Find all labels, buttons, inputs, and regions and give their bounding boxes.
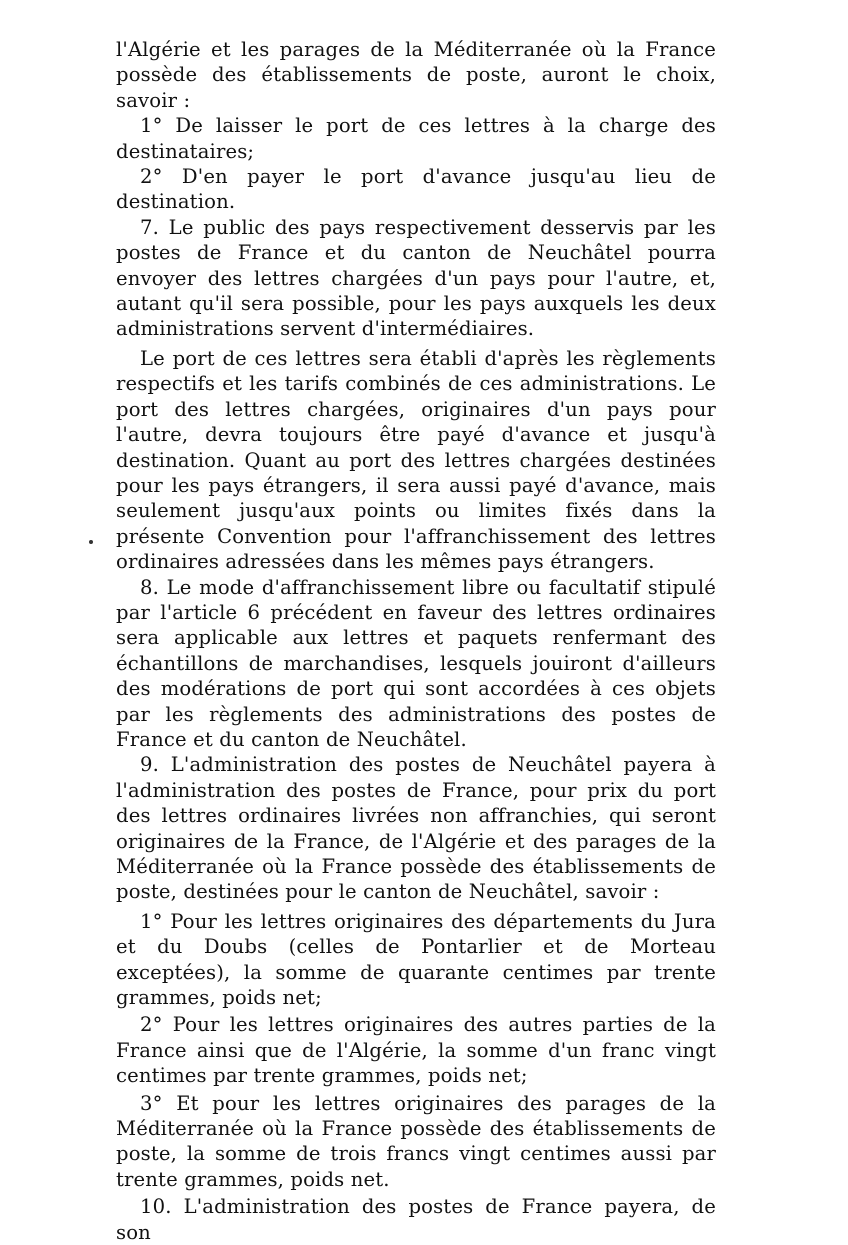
- paragraph-article-9-item-3: 3° Et pour les lettres originaires des parages de la Méditerranée où la France possède des établissements de poste, la somme de trois francs vingt centimes aussi par trente grammes, poids net.: [116, 1091, 716, 1191]
- paragraph-option-1: 1° De laisser le port de ces lettres à la charge des destinataires;: [116, 114, 716, 163]
- paragraph-article-9: 9. L'administration des postes de Neuchâtel payera à l'administration des postes de France, pour prix du port des lettres ordinaires livrées non affranchies, qui seront originaires de la France, de l'Algérie et des parages de la Méditerranée où la France possède des établissements de poste, destinées pour le canton de Neuchâtel, savoir :: [116, 753, 716, 904]
- document-page: [116, 37, 716, 1245]
- paragraph-article-7-continued: Le port de ces lettres sera établi d'après les règlements respectifs et les tarifs combinés de ces administrations. Le port des lettres chargées, originaires d'un pays pour l'autre, devra toujours être payé d'avance et jusqu'à destination. Quant au port des lettres chargées destinées pour les pays étrangers, il sera aussi payé d'avance, mais seulement jusqu'aux points ou limites fixés dans la présente Convention pour l'affranchissement des lettres ordinaires adressées dans les mêmes pays étrangers.: [116, 346, 716, 574]
- paragraph-article-8: 8. Le mode d'affranchissement libre ou facultatif stipulé par l'article 6 précédent en faveur des lettres ordinaires sera applicable aux lettres et paquets renfermant des échantillons de marchandises, lesquels jouiront d'ailleurs des modérations de port qui sont accordées à ces objets par les règlements des administrations des postes de France et du canton de Neuchâtel.: [116, 575, 716, 751]
- paragraph-article-7: 7. Le public des pays respectivement desservis par les postes de France et du canton de Neuchâtel pourra envoyer des lettres chargées d'un pays pour l'autre, et, autant qu'il sera possible, pour les pays auxquels les deux administrations servent d'intermédiaires.: [116, 215, 716, 341]
- paragraph-article-9-item-2: 2° Pour les lettres originaires des autres parties de la France ainsi que de l'Algérie, la somme d'un franc vingt centimes par trente grammes, poids net;: [116, 1013, 716, 1088]
- paragraph-continued: l'Algérie et les parages de la Méditerranée où la France possède des établissements de poste, auront le choix, savoir :: [116, 38, 716, 112]
- paragraph-article-10: 10. L'administration des postes de France payera, de son: [116, 1195, 716, 1244]
- paragraph-article-9-item-1: 1° Pour les lettres originaires des départements du Jura et du Doubs (celles de Pontarlier et de Morteau exceptées), la somme de quarante centimes par trente grammes, poids net;: [116, 909, 716, 1010]
- paragraph-option-2: 2° D'en payer le port d'avance jusqu'au lieu de destination.: [116, 165, 716, 214]
- ink-speck: [89, 540, 93, 544]
